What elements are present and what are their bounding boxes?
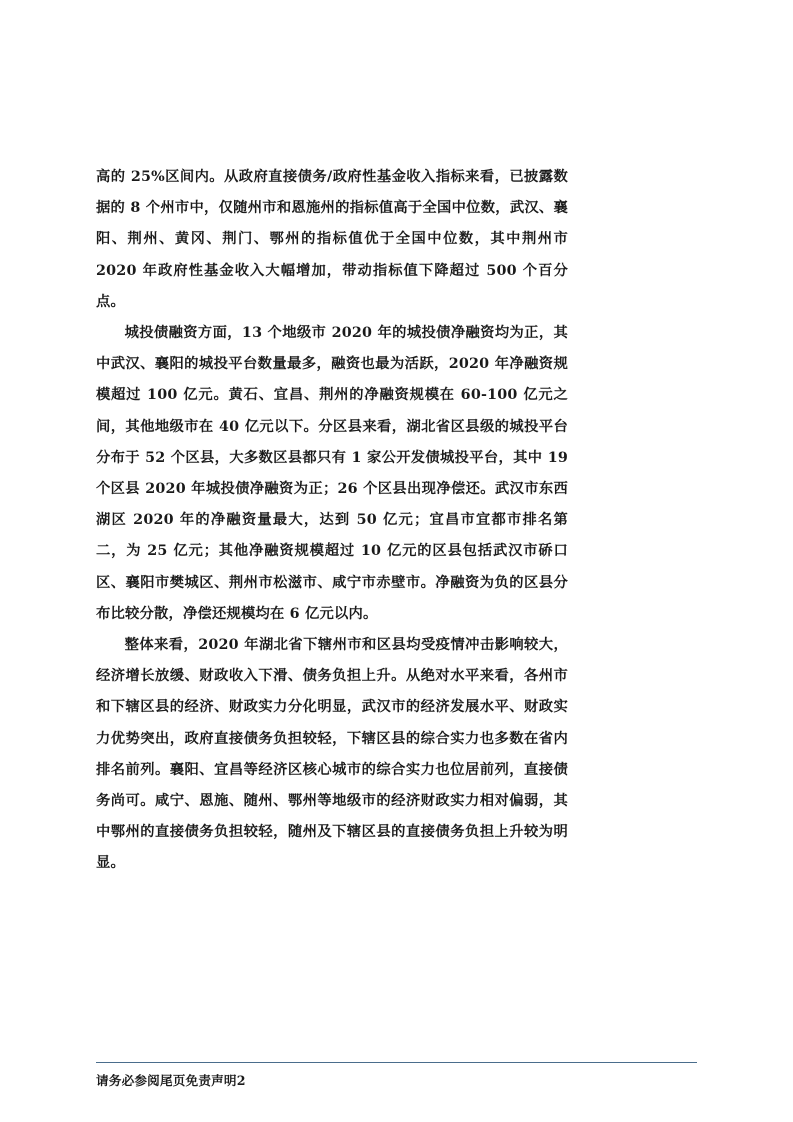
footer-divider (96, 1062, 697, 1063)
page-footer (96, 1062, 697, 1098)
paragraph-3: 整体来看，2020 年湖北省下辖州市和区县均受疫情冲击影响较大，经济增长放缓、财政收入下滑、债务负担上升。从绝对水平来看，各州市和下辖区县的经济、财政实力分化明显，武汉市的经济发展水平、财政实力优势突出，政府直接债务负担较轻，下辖区县的综合实力也多数在省内排名前列。襄阳、宜昌等经济区核心城市的综合实力也位居前列，直接债务尚可。咸宁、恩施、随州、鄂州等地级市的经济财政实力相对偏弱，其中鄂州的直接债务负担较轻，随州及下辖区县的直接债务负担上升较为明显。 (96, 637, 568, 872)
paragraph-1: 高的 25%区间内。从政府直接债务/政府性基金收入指标来看，已披露数据的 8 个州市中，仅随州市和恩施州的指标值高于全国中位数，武汉、襄阳、荆州、黄冈、荆门、鄂州的指标值优于全国中位数，其中荆州市 2020 年政府性基金收入大幅增加，带动指标值下降超过 500 个百分点。 (96, 169, 568, 310)
paragraph-2: 城投债融资方面，13 个地级市 2020 年的城投债净融资均为正，其中武汉、襄阳的城投平台数量最多，融资也最为活跃，2020 年净融资规模超过 100 亿元。黄石、宜昌、荆州的净融资规模在 60-100 亿元之间，其他地级市在 40 亿元以下。分区县来看，湖北省区县级的城投平台分布于 52 个区县，大多数区县都只有 1 家公开发债城投平台，其中 19 个区县 2020 年城投债净融资为正；26 个区县出现净偿还。武汉市东西湖区 2020 年的净融资量最大，达到 50 亿元；宜昌市宜都市排名第二，为 25 亿元；其他净融资规模超过 10 亿元的区县包括武汉市硚口区、襄阳市樊城区、荆州市松滋市、咸宁市赤壁市。净融资为负的区县分布比较分散，净偿还规模均在 6 亿元以内。 (96, 325, 568, 622)
footer-disclaimer: 请务必参阅尾页免责声明2 (96, 1073, 246, 1088)
document-body (96, 162, 568, 880)
